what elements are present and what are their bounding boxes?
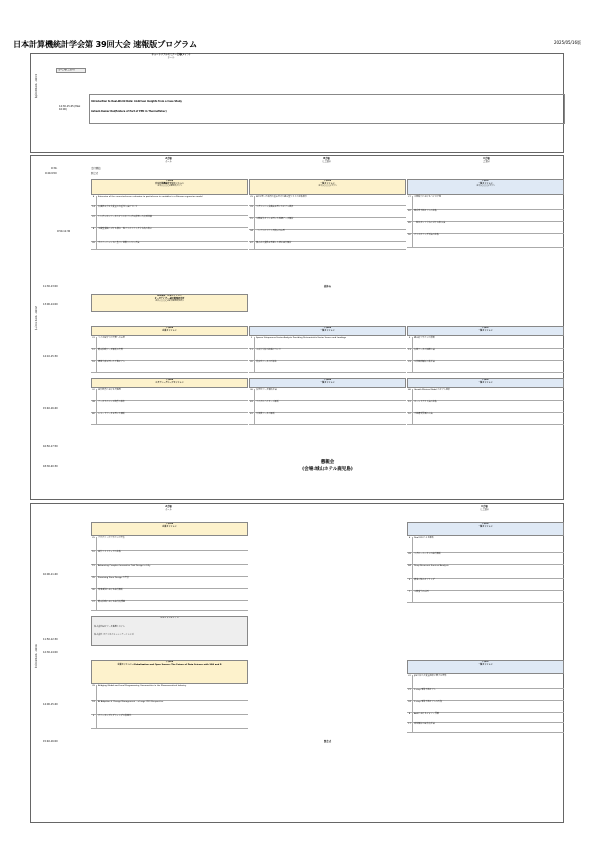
table-row bbox=[91, 589, 248, 601]
talk-number: 30 bbox=[91, 589, 97, 600]
talk-number: 16 bbox=[91, 361, 97, 372]
morning-time: 9:50-11:30 bbox=[57, 230, 71, 233]
room-b-sub: 大会議室 bbox=[321, 160, 332, 163]
talk-number: 36 bbox=[249, 389, 255, 400]
talk-number: 2 bbox=[249, 337, 255, 348]
table-row bbox=[407, 689, 564, 701]
talk-title: Extension of the corrected-score estimator to partial-error in variables in a Poisson regression model bbox=[98, 196, 203, 198]
talk-number: 51 bbox=[407, 401, 413, 412]
reception-party-venue: (会場:城山ホテル鹿児島) bbox=[302, 467, 353, 472]
day3-closing-time: 12:30-14:00 bbox=[43, 651, 58, 654]
special-title: 特別講演・企業セッション bbox=[157, 295, 182, 297]
day3-session-a-pm-header bbox=[91, 660, 248, 684]
talk-number: 43 bbox=[249, 401, 255, 412]
talk-number: 46 bbox=[407, 389, 413, 400]
talk-title: 次世代データ解析手法 bbox=[256, 389, 277, 391]
session-b-pm2-head: 午後2B bbox=[323, 379, 332, 381]
session-c-morning-header bbox=[407, 179, 564, 195]
talk-number: 41 bbox=[249, 413, 255, 424]
room-b-name: B会場 bbox=[323, 157, 330, 160]
day3-lunch-time: 11:50-12:30 bbox=[43, 638, 58, 641]
talk-number: 40 bbox=[91, 413, 97, 424]
table-row bbox=[249, 242, 406, 250]
table-row bbox=[91, 537, 248, 551]
talk-title: ベイズ統計学の実務への応用 bbox=[98, 337, 125, 339]
table-row bbox=[407, 401, 564, 413]
table-row bbox=[249, 361, 406, 373]
session-b-morning-chair: 座長:○○○○(大学) bbox=[318, 185, 337, 187]
day3-room-a-name: A会場 bbox=[165, 505, 172, 508]
day1-time: 14:30-15:45 (Max 16:00) bbox=[59, 105, 81, 111]
day3-session-c-pm-title: 一般セッション bbox=[478, 663, 493, 666]
talk-number: 33 bbox=[249, 206, 255, 217]
special-chair: 座長:○○○○(統計数理研究所) bbox=[155, 300, 184, 302]
talk-title: 空間疫学の応用 bbox=[414, 591, 429, 593]
special-session bbox=[91, 294, 248, 312]
lunch-time: 11:30-13:00 bbox=[43, 285, 58, 288]
talk-title: 2-step 事前予測モデル bbox=[414, 689, 436, 691]
sponsor-company: 株式会社NTTデータ数理システム bbox=[94, 625, 125, 628]
table-row bbox=[249, 349, 406, 361]
talk-title: データサイエンス教育の現状 bbox=[98, 401, 125, 403]
session-c-pm1-head: 午後1C bbox=[481, 327, 490, 329]
day3-session-a-pm-head: 午後1A bbox=[165, 661, 174, 663]
talk-title: 機械学習を用いた予測モデル bbox=[98, 361, 125, 363]
reception-party-label: 懇親会 bbox=[320, 460, 335, 465]
day3-session-c-morning-header bbox=[407, 522, 564, 536]
talk-number: 50 bbox=[407, 234, 413, 247]
day3-section bbox=[30, 503, 564, 823]
special-time: 13:00-14:00 bbox=[43, 303, 58, 306]
day1-label: 1日目・5月16日(金) bbox=[34, 74, 38, 99]
talk-title: 画像解析の統計的手法 bbox=[414, 723, 435, 725]
day3-afternoon-time: 14:00-15:40 bbox=[43, 703, 58, 706]
session-a-morning-title: 日本計算機統計学会セッション bbox=[154, 182, 185, 185]
talk-title: 臨床試験データ解析の実際 bbox=[98, 349, 123, 351]
day3-morning-time: 10:00-11:40 bbox=[43, 573, 58, 576]
day2-section bbox=[30, 155, 564, 500]
talk-number: 22 bbox=[91, 216, 97, 227]
talk-title: AI Adoption & Change Management – a Large CRO Perspective bbox=[98, 701, 164, 703]
talk-number: 29 bbox=[249, 196, 255, 205]
table-row bbox=[407, 713, 564, 723]
table-row bbox=[249, 389, 406, 401]
table-row bbox=[407, 337, 564, 349]
talk-number: 34 bbox=[249, 230, 255, 241]
talk-title: Advancing Complex Innovative Trial Design in Lilly bbox=[98, 565, 151, 567]
reception-label: 受付開始 bbox=[91, 167, 101, 170]
talk-title: 統計ソフトウェアの比較 bbox=[98, 551, 121, 553]
table-row bbox=[91, 401, 248, 413]
afternoon1-time: 14:10-15:30 bbox=[43, 355, 58, 358]
day3-session-c-morning-title: 一般セッション bbox=[478, 525, 493, 528]
session-c-pm2-header bbox=[407, 378, 564, 388]
day3-session-c-pm-head: 午後1C bbox=[481, 661, 490, 663]
talk-title: マイクロバイオーム解析 bbox=[256, 401, 279, 403]
day1-talk-box bbox=[89, 94, 565, 124]
talk-title: ホールドアウト法の比較 bbox=[414, 401, 437, 403]
table-row bbox=[249, 196, 406, 206]
table-row bbox=[91, 551, 248, 565]
talk-title: 中間報告におけるベイズ予測 bbox=[414, 196, 441, 198]
talk-number: 17 bbox=[407, 723, 413, 732]
talk-title: レコードデータを用いた解析 bbox=[98, 413, 126, 415]
talk-title: Promising Zone Design の実装 bbox=[98, 577, 129, 579]
session-a-pm2-header bbox=[91, 378, 248, 388]
talk-title: ダイバージェンスに基づく特徴ランキング法 bbox=[98, 242, 140, 244]
table-row bbox=[407, 413, 564, 425]
special-sub: オーガナイザー:統計数理研究所 bbox=[154, 297, 185, 300]
sponsor-company: 株式会社 オデッセイコミュニケーションズ bbox=[94, 634, 134, 636]
session-b-morning-title: 一般セッション bbox=[320, 182, 335, 185]
table-row bbox=[407, 389, 564, 401]
table-row bbox=[407, 553, 564, 565]
day3-session-c-pm-header bbox=[407, 660, 564, 674]
day3-session-a-morning-header bbox=[91, 522, 248, 536]
table-row bbox=[91, 389, 248, 401]
day1-talk-title: Introduction to Real-World Data: AI-Driven Insights from a Case Study bbox=[91, 100, 182, 103]
talk-title: 予測精度評価の方法 bbox=[414, 413, 433, 415]
session-a-pm1-head: 午後1A bbox=[165, 327, 174, 329]
session-b-pm2-title: 一般セッション bbox=[320, 381, 335, 384]
talk-title: 時系列予測モデルの比較 bbox=[414, 210, 437, 212]
table-row bbox=[407, 579, 564, 591]
talk-number: 9 bbox=[407, 337, 413, 348]
talk-title: 主成分分析の拡張について bbox=[256, 349, 281, 351]
session-b-morning-head: 午前1B bbox=[323, 180, 332, 182]
talk-number: 6 bbox=[407, 537, 413, 552]
talk-number: 45 bbox=[407, 222, 413, 233]
table-row bbox=[91, 349, 248, 361]
talk-number: 10 bbox=[91, 551, 97, 564]
table-row bbox=[249, 230, 406, 242]
table-row bbox=[407, 723, 564, 733]
session-b-morning-header bbox=[249, 179, 406, 195]
day1-talk-speaker: Ashwin Kumar Rai(Evidera of Part of PPD in Thermofisher) bbox=[91, 110, 167, 113]
day1-section bbox=[30, 53, 564, 153]
table-row bbox=[91, 337, 248, 349]
day1-section-label: チュートリアルセミナー会場(メイン) bbox=[151, 53, 191, 56]
break1-time: 16:50-17:50 bbox=[43, 445, 58, 448]
talk-title: ラグランジュ乗数法を用いたモデル選択 bbox=[256, 206, 294, 208]
sponsor-title: スポンサーセミナー bbox=[160, 617, 179, 619]
talk-title: 欠損値を含む共変量の多重代入法について bbox=[98, 206, 138, 208]
table-row bbox=[407, 565, 564, 579]
talk-title: 大規模データの解析 bbox=[256, 413, 275, 415]
session-c-pm1-title: 一般セッション bbox=[478, 329, 493, 332]
talk-title: クラスタリング手法の比較 bbox=[414, 234, 439, 236]
table-row bbox=[249, 337, 406, 349]
day3-room-a-sub: ホール bbox=[165, 508, 172, 511]
talk-number: 8 bbox=[91, 228, 97, 241]
day1-section-sub: ホール bbox=[167, 56, 175, 59]
talk-title: AHPにおけるファジィ評価 bbox=[414, 713, 439, 715]
talk-number: 21 bbox=[407, 689, 413, 700]
closing-ceremony-label: 閉会式 bbox=[323, 740, 332, 743]
talk-number: 11 bbox=[249, 349, 255, 360]
talk-number: 13 bbox=[407, 349, 413, 360]
session-c-morning-head: 午前1C bbox=[481, 180, 490, 182]
talk-title: ノンパラメトリック検定の応用 bbox=[256, 230, 285, 232]
session-b-pm1-title: 一般セッション bbox=[320, 329, 335, 332]
room-c-sub: 会議室 bbox=[483, 160, 490, 163]
talk-title: 生存時間解析の新手法 bbox=[414, 361, 435, 363]
talk-title: 個人内の変動を考慮した遺伝統計解析 bbox=[256, 242, 292, 244]
talk-number: 39 bbox=[91, 685, 97, 700]
session-a-morning-header bbox=[91, 179, 248, 195]
talk-number: 12 bbox=[91, 349, 97, 360]
table-row bbox=[249, 413, 406, 425]
talk-title: シングルセルデータのクラスタリングを活用した次元削減 bbox=[98, 216, 152, 218]
session-b-pm1-header bbox=[249, 326, 406, 336]
table-row bbox=[407, 210, 564, 222]
talk-number: 47 bbox=[249, 242, 255, 249]
session-c-pm2-title: 一般セッション bbox=[478, 381, 493, 384]
talk-number: 38 bbox=[91, 401, 97, 412]
talk-number: 4 bbox=[91, 196, 97, 205]
talk-number: 28 bbox=[407, 553, 413, 564]
award-time: 18:30-20:30 bbox=[43, 465, 58, 468]
day3-session-a-morning-head: 午前2A bbox=[165, 523, 174, 525]
version-date: 2025/05/16版 bbox=[553, 40, 581, 45]
talk-number: 14 bbox=[91, 206, 97, 215]
talk-title: 多様型変数に対する潜在一般パラメトリック分布族の推定 bbox=[98, 228, 152, 230]
day2-label: 2日目・5月17日(土) bbox=[34, 306, 38, 331]
talk-number: 8 bbox=[407, 713, 413, 722]
talk-title: Bridging Global and Local Programming Communities in the Pharmaceutical Industry bbox=[98, 685, 187, 687]
table-row bbox=[249, 218, 406, 230]
session-a-pm2-head: 午後2A bbox=[165, 379, 174, 381]
session-a-pm1-title: 企業セッション bbox=[162, 329, 177, 332]
talk-number: 52 bbox=[407, 413, 413, 424]
talk-number: 24 bbox=[407, 701, 413, 712]
talk-title: アダプティブデザインの実装 bbox=[98, 537, 125, 539]
talk-number: 32 bbox=[91, 389, 97, 400]
page-title: 日本計算機統計学会第 39回大会 速報版プログラム bbox=[13, 39, 197, 49]
day3-end-time: 15:40-16:00 bbox=[43, 740, 58, 743]
talk-number: 44 bbox=[407, 565, 413, 578]
talk-number: 3 bbox=[91, 715, 97, 728]
table-row bbox=[91, 565, 248, 577]
talk-title: クリニカルプログラミングの新時代 bbox=[98, 715, 132, 717]
talk-number: 7 bbox=[407, 591, 413, 602]
talk-number: 15 bbox=[91, 565, 97, 576]
table-row bbox=[91, 242, 248, 250]
session-a-pm2-title: スタディーグループセッション bbox=[155, 381, 184, 384]
talk-title: 薬事承認における統計解析 bbox=[98, 589, 123, 591]
day1-room-label: 第1会場(会議室) bbox=[56, 68, 86, 73]
talk-title: 構造方程式モデリング bbox=[414, 579, 435, 581]
room-c-name: C会場 bbox=[483, 157, 490, 160]
day3-session-c-morning-head: 午前2C bbox=[481, 523, 490, 525]
room-a-name: A会場 bbox=[165, 157, 172, 160]
table-row bbox=[407, 349, 564, 361]
session-c-morning-title: 一般セッション bbox=[478, 182, 493, 185]
session-c-pm1-header bbox=[407, 326, 564, 336]
table-row bbox=[91, 413, 248, 425]
talk-title: 2-step 事前予測モデルの改良 bbox=[414, 701, 442, 703]
session-c-morning-chair: 座長:○○○○(大学) bbox=[476, 185, 495, 187]
afternoon2-time: 15:40-16:40 bbox=[43, 407, 58, 410]
session-a-pm1-header bbox=[91, 326, 248, 336]
session-a-morning-head: 午前1A bbox=[165, 180, 174, 182]
talk-title: Growth Mixture Model のモデル選択 bbox=[414, 389, 450, 391]
table-row bbox=[407, 701, 564, 713]
talk-title: ラグビーユニオンの統計解析 bbox=[414, 553, 441, 555]
reception-time: 9:30- bbox=[51, 167, 58, 170]
table-row bbox=[91, 715, 248, 729]
talk-number: 26 bbox=[91, 242, 97, 249]
talk-title: Sparse Uniqueness Factor Analysis Providing Deterministic Factor Scores and Loadings bbox=[256, 337, 347, 339]
table-row bbox=[91, 361, 248, 373]
talk-number: 37 bbox=[91, 601, 97, 610]
talk-title: IRTを用いた項目の重み付けと適応型テストの比較検討 bbox=[256, 196, 307, 198]
talk-number: 15 bbox=[249, 218, 255, 229]
talk-title: 一般化ガンマ分布に対する推定法 bbox=[414, 222, 446, 224]
talk-title: Deep Recurrent Survival Analysis bbox=[414, 565, 449, 567]
talk-number: 25 bbox=[91, 537, 97, 550]
table-row bbox=[91, 228, 248, 242]
session-b-pm2-header bbox=[249, 378, 406, 388]
table-row bbox=[407, 537, 564, 553]
table-row bbox=[91, 216, 248, 228]
table-row bbox=[91, 601, 248, 611]
talk-number: 18 bbox=[91, 701, 97, 714]
table-row bbox=[249, 206, 406, 218]
talk-number: 31 bbox=[91, 337, 97, 348]
table-row bbox=[407, 361, 564, 373]
table-row bbox=[91, 685, 248, 701]
table-row bbox=[407, 591, 564, 603]
talk-title: 欠測データの処理方法 bbox=[414, 349, 435, 351]
table-row bbox=[91, 577, 248, 589]
table-row bbox=[407, 675, 564, 689]
talk-number: 22 bbox=[407, 675, 413, 688]
talk-title: 適応的デザインの評価 bbox=[414, 337, 435, 339]
talk-title: JPS分析の共変量選択に関する考察 bbox=[414, 675, 447, 677]
day3-label: 3日目・5月18日(日) bbox=[34, 644, 38, 669]
session-c-pm2-head: 午後2C bbox=[481, 379, 490, 381]
talk-title: 空間統計モデルを用いた地域データ解析 bbox=[256, 218, 294, 220]
talk-number: 5 bbox=[407, 579, 413, 590]
table-row bbox=[407, 234, 564, 248]
talk-title: 臨床試験における統計的課題 bbox=[98, 601, 126, 603]
day3-session-a-pm-title: 企業セッション: Globalization and Open Source: The Future of Data Science with SAS and R bbox=[117, 663, 222, 666]
talk-title: 統計教育における実践例 bbox=[98, 389, 121, 391]
table-row bbox=[91, 701, 248, 715]
table-row bbox=[91, 196, 248, 206]
talk-number: 23 bbox=[407, 361, 413, 372]
talk-number: 20 bbox=[249, 361, 255, 372]
talk-number: 42 bbox=[407, 210, 413, 221]
sponsor-seminar bbox=[91, 616, 248, 646]
session-a-morning-chair: 座長:○○○○(鹿児島大学) bbox=[157, 185, 182, 187]
day3-room-c-name: C会場 bbox=[481, 505, 488, 508]
talk-title: Dual DD による解析 bbox=[414, 537, 434, 539]
talk-number: 35 bbox=[91, 577, 97, 588]
opening-time: 9:40-9:50 bbox=[45, 172, 57, 175]
talk-title: 高次元データの可視化 bbox=[256, 361, 277, 363]
opening-label: 開会式 bbox=[91, 172, 99, 175]
day3-room-c-sub: 大会議室 bbox=[479, 508, 490, 511]
room-a-sub: ホール bbox=[165, 160, 172, 163]
session-b-pm1-head: 午後1B bbox=[323, 327, 332, 329]
table-row bbox=[91, 206, 248, 216]
table-row bbox=[407, 222, 564, 234]
table-row bbox=[407, 196, 564, 210]
table-row bbox=[249, 401, 406, 413]
talk-number: 27 bbox=[407, 196, 413, 209]
day3-session-a-morning-title: 企業セッション bbox=[162, 525, 177, 528]
lunch-label: 昼休み bbox=[323, 285, 332, 288]
